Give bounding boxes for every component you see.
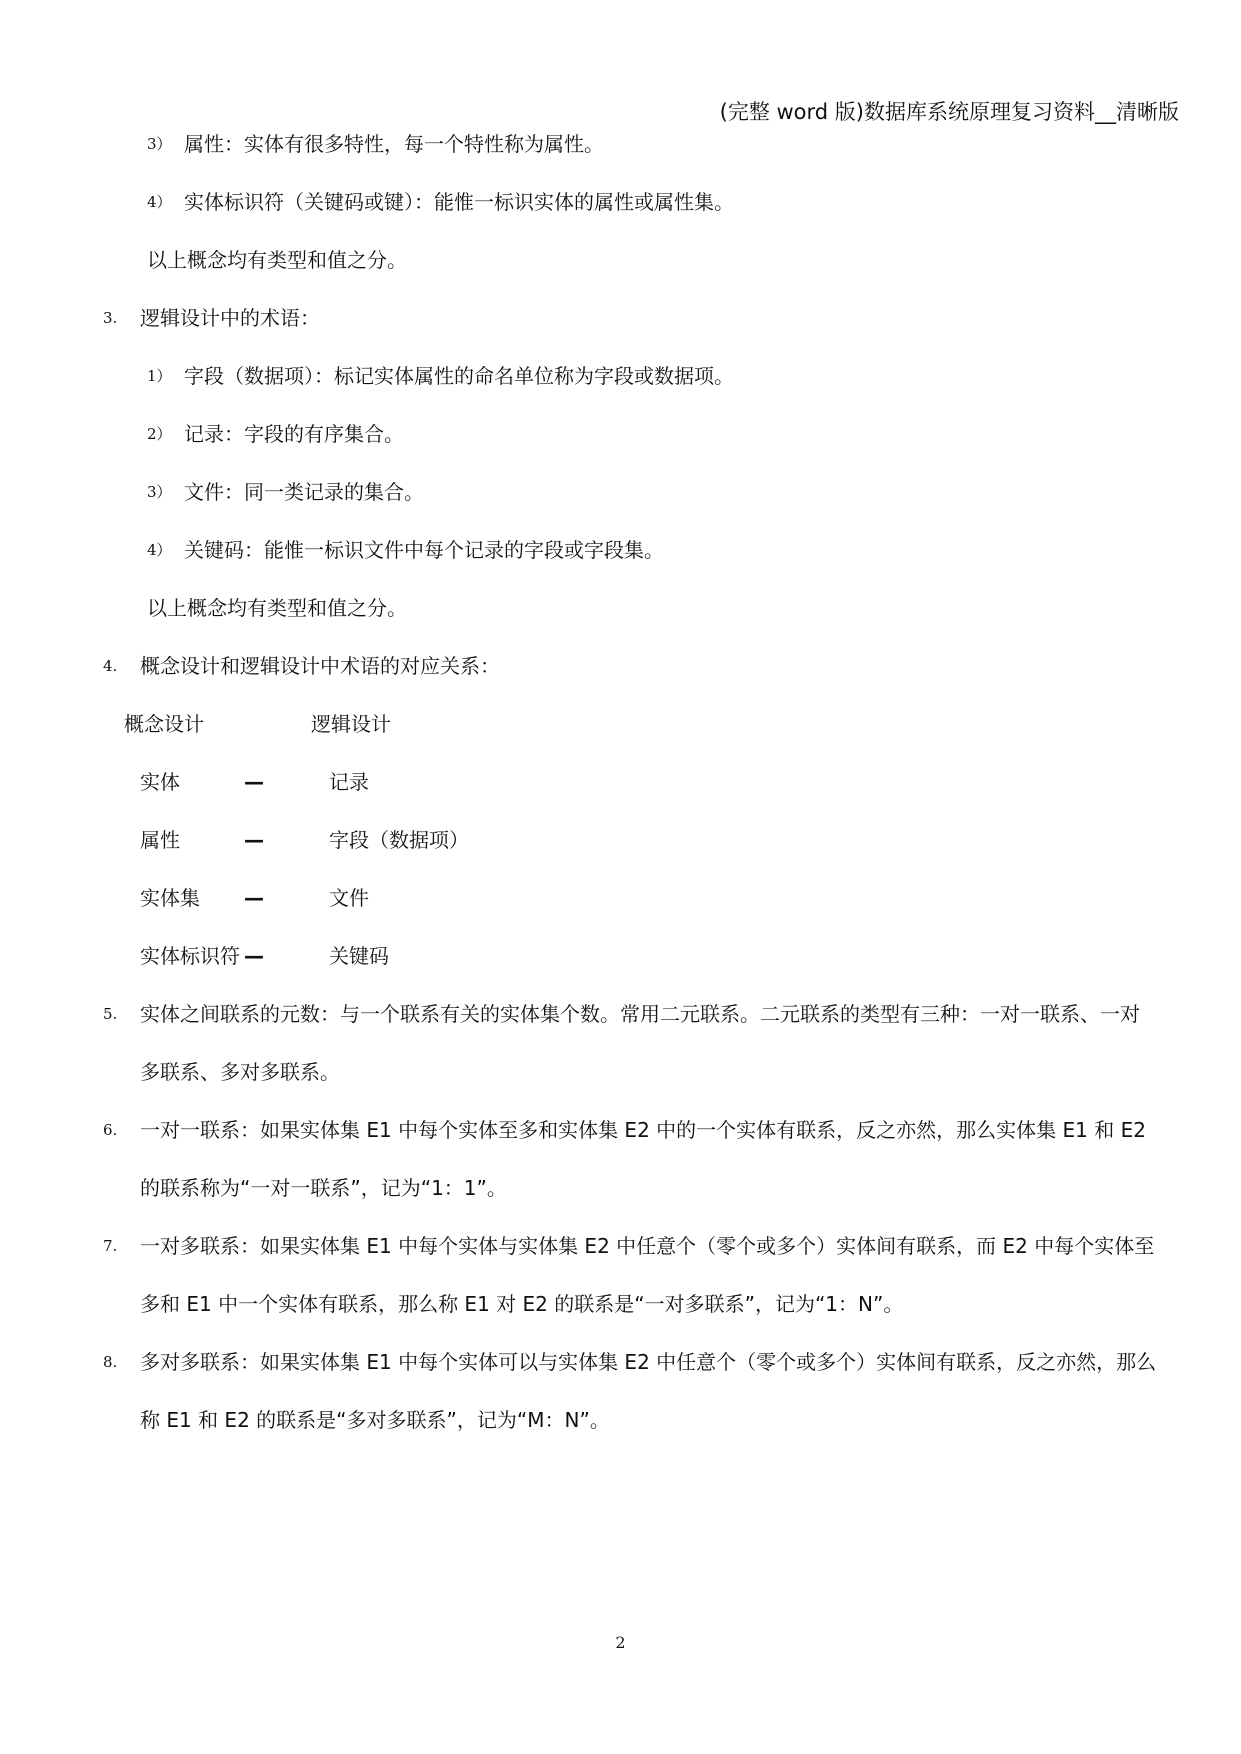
list-item-number: 3） (147, 135, 172, 153)
mapping-logical-term: 记录 (329, 770, 369, 794)
paragraph-line: 一对多联系：如果实体集 E1 中每个实体与实体集 E2 中任意个（零个或多个）实体间有联系，而 E2 中每个实体至 (140, 1234, 1155, 1258)
section-number: 6. (103, 1121, 118, 1139)
list-item-text: 属性：实体有很多特性，每一个特性称为属性。 (184, 132, 604, 156)
section-number: 4. (103, 657, 118, 675)
mapping-concept-term: 属性 (140, 828, 180, 852)
mapping-header-concept: 概念设计 (124, 712, 204, 736)
paragraph-line: 多和 E1 中一个实体有联系，那么称 E1 对 E2 的联系是“一对多联系”，记为“1：N”。 (140, 1292, 904, 1316)
list-item-text: 实体标识符（关键码或键）：能惟一标识实体的属性或属性集。 (184, 190, 734, 214)
paragraph-line: 一对一联系：如果实体集 E1 中每个实体至多和实体集 E2 中的一个实体有联系，反之亦然，那么实体集 E1 和 E2 (140, 1118, 1146, 1142)
section-number: 7. (103, 1237, 118, 1255)
mapping-concept-term: 实体集 (140, 886, 200, 910)
section-number: 3. (103, 309, 118, 327)
list-item-number: 1） (147, 367, 172, 385)
paragraph-line: 多对多联系：如果实体集 E1 中每个实体可以与实体集 E2 中任意个（零个或多个）实体间有联系，反之亦然，那么 (140, 1350, 1157, 1374)
paragraph-line: 实体之间联系的元数：与一个联系有关的实体集个数。常用二元联系。二元联系的类型有三种：一对一联系、一对 (140, 1002, 1140, 1026)
list-item-number: 2） (147, 425, 172, 443)
section-number: 8. (103, 1353, 118, 1371)
list-item-number: 4） (147, 541, 172, 559)
mapping-logical-term: 文件 (329, 886, 369, 910)
mapping-logical-term: 字段（数据项） (329, 828, 469, 852)
note-text: 以上概念均有类型和值之分。 (147, 248, 407, 272)
section-title: 逻辑设计中的术语： (140, 306, 320, 330)
section-title: 概念设计和逻辑设计中术语的对应关系： (140, 654, 500, 678)
mapping-dash: — (244, 770, 264, 794)
section-number: 5. (103, 1005, 118, 1023)
list-item-number: 4） (147, 193, 172, 211)
mapping-dash: — (244, 828, 264, 852)
page-number: 2 (615, 1633, 626, 1652)
mapping-concept-term: 实体 (140, 770, 180, 794)
list-item-text: 记录：字段的有序集合。 (184, 422, 404, 446)
paragraph-line: 的联系称为“一对一联系”，记为“1：1”。 (140, 1176, 507, 1200)
paragraph-line: 多联系、多对多联系。 (140, 1060, 340, 1084)
list-item-text: 关键码：能惟一标识文件中每个记录的字段或字段集。 (184, 538, 664, 562)
paragraph-line: 称 E1 和 E2 的联系是“多对多联系”，记为“M：N”。 (140, 1408, 610, 1432)
mapping-dash: — (244, 886, 264, 910)
mapping-dash: — (244, 944, 264, 968)
list-item-text: 字段（数据项）：标记实体属性的命名单位称为字段或数据项。 (184, 364, 734, 388)
mapping-header-logical: 逻辑设计 (311, 712, 391, 736)
mapping-concept-term: 实体标识符 (140, 944, 240, 968)
list-item-text: 文件：同一类记录的集合。 (184, 480, 424, 504)
document-header-title: (完整 word 版)数据库系统原理复习资料__清晰版 (719, 100, 1179, 124)
list-item-number: 3） (147, 483, 172, 501)
note-text: 以上概念均有类型和值之分。 (147, 596, 407, 620)
mapping-logical-term: 关键码 (329, 944, 389, 968)
